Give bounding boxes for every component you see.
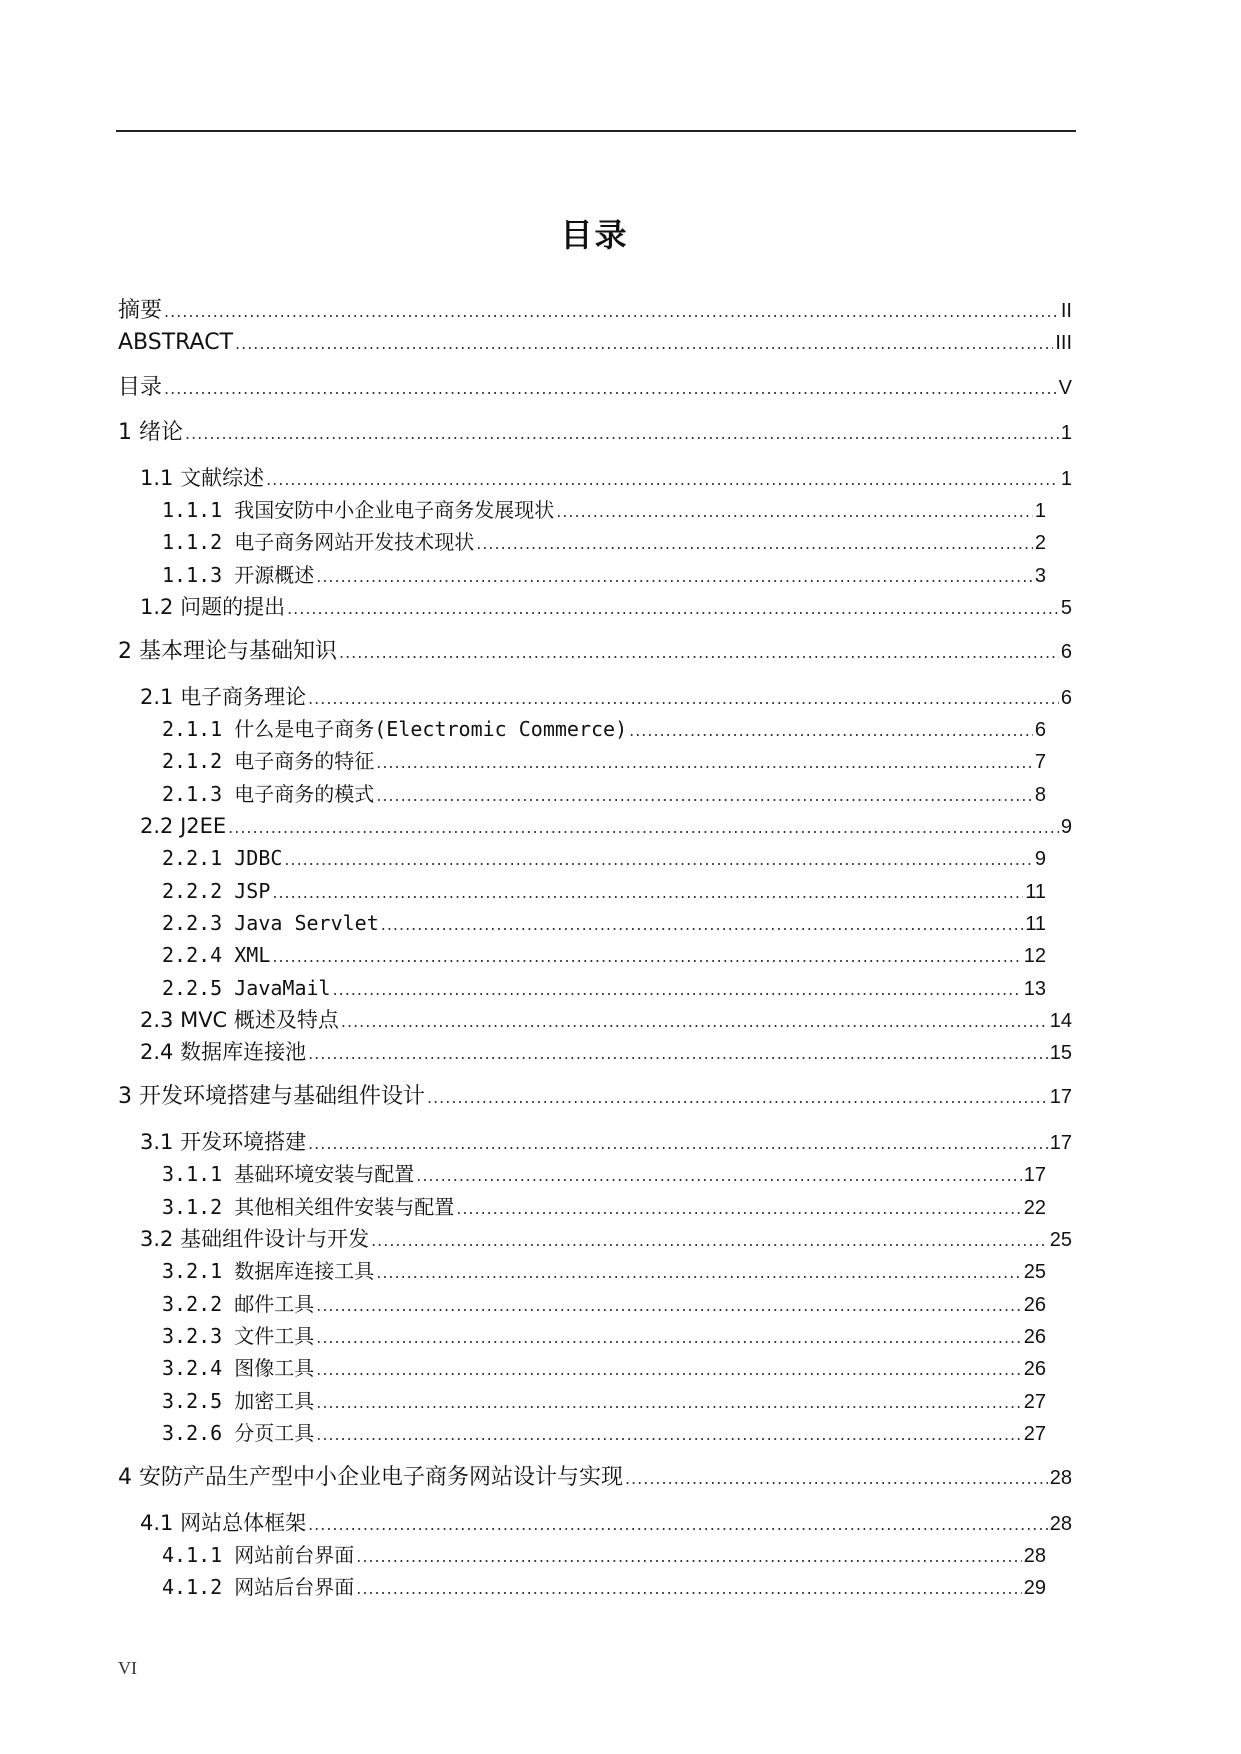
toc-entry-page: 25 bbox=[1049, 1229, 1072, 1251]
toc-entry-page: 9 bbox=[1034, 848, 1046, 870]
toc-entry-page: V bbox=[1058, 377, 1072, 399]
toc-entry[interactable] bbox=[162, 1542, 1046, 1568]
toc-entry-label: 3.1.1 基础环境安装与配置 bbox=[162, 1162, 415, 1186]
toc-entry-label: 2.2.3 Java Servlet bbox=[162, 911, 379, 935]
toc-entry-label: 2.4 数据库连接池 bbox=[140, 1040, 307, 1064]
toc-entry-page: 14 bbox=[1049, 1010, 1072, 1032]
toc-entry-page: 11 bbox=[1025, 913, 1046, 935]
toc-dot-leader bbox=[629, 718, 1033, 744]
toc-entry-page: 27 bbox=[1023, 1423, 1046, 1445]
toc-entry-label: 目录 bbox=[118, 375, 163, 400]
toc-entry-label: 2.1.3 电子商务的模式 bbox=[162, 782, 375, 806]
toc-entry-page: 13 bbox=[1023, 978, 1046, 1000]
toc-entry[interactable] bbox=[162, 562, 1046, 588]
toc-entry-label: 4 安防产品生产型中小企业电子商务网站设计与实现 bbox=[118, 1465, 623, 1490]
toc-dot-leader bbox=[476, 531, 1033, 557]
toc-dot-leader bbox=[376, 1260, 1022, 1286]
toc-entry[interactable] bbox=[140, 684, 1072, 710]
toc-entry-page: 1 bbox=[1060, 422, 1072, 444]
toc-dot-leader bbox=[316, 1357, 1022, 1383]
toc-entry-page: 28 bbox=[1049, 1513, 1072, 1535]
toc-dot-leader bbox=[284, 847, 1032, 873]
toc-dot-leader bbox=[316, 1325, 1022, 1351]
toc-entry[interactable] bbox=[118, 420, 1072, 446]
toc-entry-page: 9 bbox=[1060, 816, 1072, 838]
toc-entry-page: 1 bbox=[1034, 500, 1046, 522]
toc-entry-label: 1.1.3 开源概述 bbox=[162, 563, 315, 587]
toc-entry[interactable] bbox=[140, 1039, 1072, 1065]
toc-entry-page: 28 bbox=[1049, 1467, 1072, 1489]
toc-dot-leader bbox=[228, 815, 1059, 841]
toc-entry[interactable] bbox=[162, 497, 1046, 523]
toc-entry[interactable] bbox=[140, 594, 1072, 620]
toc-entry-page: III bbox=[1055, 332, 1072, 354]
toc-entry[interactable] bbox=[118, 330, 1072, 356]
toc-dot-leader bbox=[333, 977, 1022, 1003]
toc-entry-page: 5 bbox=[1060, 597, 1072, 619]
toc-entry-page: 6 bbox=[1060, 641, 1072, 663]
toc-entry[interactable] bbox=[118, 1465, 1072, 1491]
toc-entry-label: 3.1 开发环境搭建 bbox=[140, 1130, 307, 1154]
page-number: VI bbox=[118, 1658, 137, 1678]
toc-dot-leader bbox=[316, 1390, 1022, 1416]
toc-entry[interactable] bbox=[162, 975, 1046, 1001]
toc-entry-label: 3.2.5 加密工具 bbox=[162, 1389, 315, 1413]
toc-entry[interactable] bbox=[162, 878, 1046, 904]
toc-entry-label: 2.1.2 电子商务的特征 bbox=[162, 749, 375, 773]
toc-entry[interactable] bbox=[162, 1420, 1046, 1446]
toc-dot-leader bbox=[308, 1041, 1048, 1067]
toc-entry-label: 2.2.1 JDBC bbox=[162, 846, 283, 870]
toc-entry[interactable] bbox=[140, 1007, 1072, 1033]
toc-entry-page: 12 bbox=[1023, 945, 1046, 967]
toc-entry-page: 8 bbox=[1034, 784, 1046, 806]
toc-entry[interactable] bbox=[162, 1161, 1046, 1187]
toc-dot-leader bbox=[625, 1466, 1048, 1492]
toc-entry-page: 27 bbox=[1023, 1391, 1046, 1413]
toc-dot-leader bbox=[416, 1163, 1022, 1189]
toc-entry-page: 15 bbox=[1049, 1042, 1072, 1064]
toc-entry[interactable] bbox=[118, 639, 1072, 665]
toc-entry-page: 28 bbox=[1023, 1545, 1046, 1567]
toc-entry[interactable] bbox=[162, 942, 1046, 968]
toc-entry[interactable] bbox=[162, 1258, 1046, 1284]
toc-dot-leader bbox=[272, 880, 1023, 906]
toc-dot-leader bbox=[376, 783, 1033, 809]
toc-entry[interactable] bbox=[162, 781, 1046, 807]
toc-entry-page: 25 bbox=[1023, 1261, 1046, 1283]
toc-entry-label: 2.3 MVC 概述及特点 bbox=[140, 1008, 339, 1032]
toc-dot-leader bbox=[308, 1512, 1048, 1538]
toc-entry-label: 3.2 基础组件设计与开发 bbox=[140, 1227, 370, 1251]
toc-entry-label: 4.1.1 网站前台界面 bbox=[162, 1543, 355, 1567]
toc-entry-label: 3.2.4 图像工具 bbox=[162, 1356, 315, 1380]
toc-dot-leader bbox=[381, 912, 1023, 938]
toc-entry[interactable] bbox=[162, 529, 1046, 555]
toc-entry[interactable] bbox=[118, 1084, 1072, 1110]
toc-entry-page: 29 bbox=[1023, 1577, 1046, 1599]
toc-entry-page: 17 bbox=[1023, 1164, 1046, 1186]
toc-dot-leader bbox=[308, 686, 1059, 712]
toc-entry[interactable] bbox=[140, 813, 1072, 839]
toc-dot-leader bbox=[308, 1131, 1048, 1157]
toc-entry-label: 3.1.2 其他相关组件安装与配置 bbox=[162, 1195, 455, 1219]
toc-dot-leader bbox=[316, 1293, 1022, 1319]
toc-entry-page: 6 bbox=[1060, 687, 1072, 709]
toc-entry-label: 摘要 bbox=[118, 298, 163, 323]
toc-dot-leader bbox=[164, 299, 1059, 325]
toc-dot-leader bbox=[356, 1576, 1022, 1602]
toc-entry-label: 3.2.1 数据库连接工具 bbox=[162, 1259, 375, 1283]
toc-entry-label: 3 开发环境搭建与基础组件设计 bbox=[118, 1084, 425, 1109]
toc-entry-label: 1.1 文献综述 bbox=[140, 466, 265, 490]
toc-entry-label: ABSTRACT bbox=[118, 330, 234, 355]
toc-entry[interactable] bbox=[118, 298, 1072, 324]
toc-entry-page: 1 bbox=[1060, 468, 1072, 490]
toc-entry[interactable] bbox=[140, 1510, 1072, 1536]
toc-entry[interactable] bbox=[162, 1355, 1046, 1381]
toc-entry-page: 26 bbox=[1023, 1358, 1046, 1380]
toc-entry[interactable] bbox=[140, 1129, 1072, 1155]
toc-dot-leader bbox=[185, 421, 1059, 447]
toc-entry-label: 1.2 问题的提出 bbox=[140, 595, 286, 619]
toc-entry-label: 3.2.6 分页工具 bbox=[162, 1421, 315, 1445]
toc-entry[interactable] bbox=[162, 1574, 1046, 1600]
toc-entry[interactable] bbox=[162, 1291, 1046, 1317]
toc-dot-leader bbox=[427, 1085, 1048, 1111]
toc-entry-page: 6 bbox=[1034, 719, 1046, 741]
toc-entry[interactable] bbox=[162, 845, 1046, 871]
page-title: 目录 bbox=[560, 216, 629, 254]
toc-entry-label: 2.2.5 JavaMail bbox=[162, 976, 331, 1000]
toc-entry-label: 2.1.1 什么是电子商务(Electromic Commerce) bbox=[162, 717, 628, 741]
toc-entry[interactable] bbox=[118, 375, 1072, 401]
toc-entry-page: 17 bbox=[1049, 1132, 1072, 1154]
toc-dot-leader bbox=[556, 499, 1033, 525]
toc-entry-label: 2.2.2 JSP bbox=[162, 879, 271, 903]
toc-entry-label: 2.2 J2EE bbox=[140, 814, 227, 838]
toc-entry[interactable] bbox=[162, 748, 1046, 774]
toc-entry-page: 2 bbox=[1034, 532, 1046, 554]
toc-entry-page: 22 bbox=[1023, 1197, 1046, 1219]
toc-dot-leader bbox=[316, 564, 1033, 590]
toc-entry-label: 3.2.3 文件工具 bbox=[162, 1324, 315, 1348]
toc-dot-leader bbox=[341, 1009, 1048, 1035]
toc-entry-label: 2.1 电子商务理论 bbox=[140, 685, 307, 709]
toc-entry[interactable] bbox=[140, 465, 1072, 491]
toc-dot-leader bbox=[356, 1544, 1022, 1570]
toc-entry-label: 1.1.2 电子商务网站开发技术现状 bbox=[162, 530, 475, 554]
toc-entry[interactable] bbox=[162, 1323, 1046, 1349]
toc-entry-page: 7 bbox=[1034, 751, 1046, 773]
toc-entry-label: 1.1.1 我国安防中小企业电子商务发展现状 bbox=[162, 498, 555, 522]
toc-dot-leader bbox=[371, 1228, 1048, 1254]
toc-dot-leader bbox=[316, 1422, 1022, 1448]
toc-entry-page: II bbox=[1060, 300, 1072, 322]
toc-entry[interactable] bbox=[162, 1388, 1046, 1414]
toc-entry-page: 11 bbox=[1025, 881, 1046, 903]
toc-dot-leader bbox=[376, 750, 1033, 776]
toc-entry-label: 4.1.2 网站后台界面 bbox=[162, 1575, 355, 1599]
toc-dot-leader bbox=[339, 640, 1059, 666]
toc-dot-leader bbox=[272, 944, 1021, 970]
toc-entry-label: 1 绪论 bbox=[118, 420, 183, 445]
toc-entry-label: 2 基本理论与基础知识 bbox=[118, 639, 337, 664]
toc-entry-page: 17 bbox=[1049, 1086, 1072, 1108]
toc-entry-label: 2.2.4 XML bbox=[162, 943, 271, 967]
toc-entry-page: 26 bbox=[1023, 1294, 1046, 1316]
toc-entry-page: 3 bbox=[1034, 565, 1046, 587]
toc-dot-leader bbox=[235, 331, 1053, 357]
toc-entry-label: 3.2.2 邮件工具 bbox=[162, 1292, 315, 1316]
toc-dot-leader bbox=[456, 1196, 1022, 1222]
toc-entry[interactable] bbox=[162, 1194, 1046, 1220]
toc-entry[interactable] bbox=[140, 1226, 1072, 1252]
toc-entry[interactable] bbox=[162, 716, 1046, 742]
toc-dot-leader bbox=[164, 376, 1057, 402]
toc-dot-leader bbox=[287, 596, 1059, 622]
toc-entry[interactable] bbox=[162, 910, 1046, 936]
toc-entry-page: 26 bbox=[1023, 1326, 1046, 1348]
toc-entry-label: 4.1 网站总体框架 bbox=[140, 1511, 307, 1535]
toc-dot-leader bbox=[266, 467, 1059, 493]
